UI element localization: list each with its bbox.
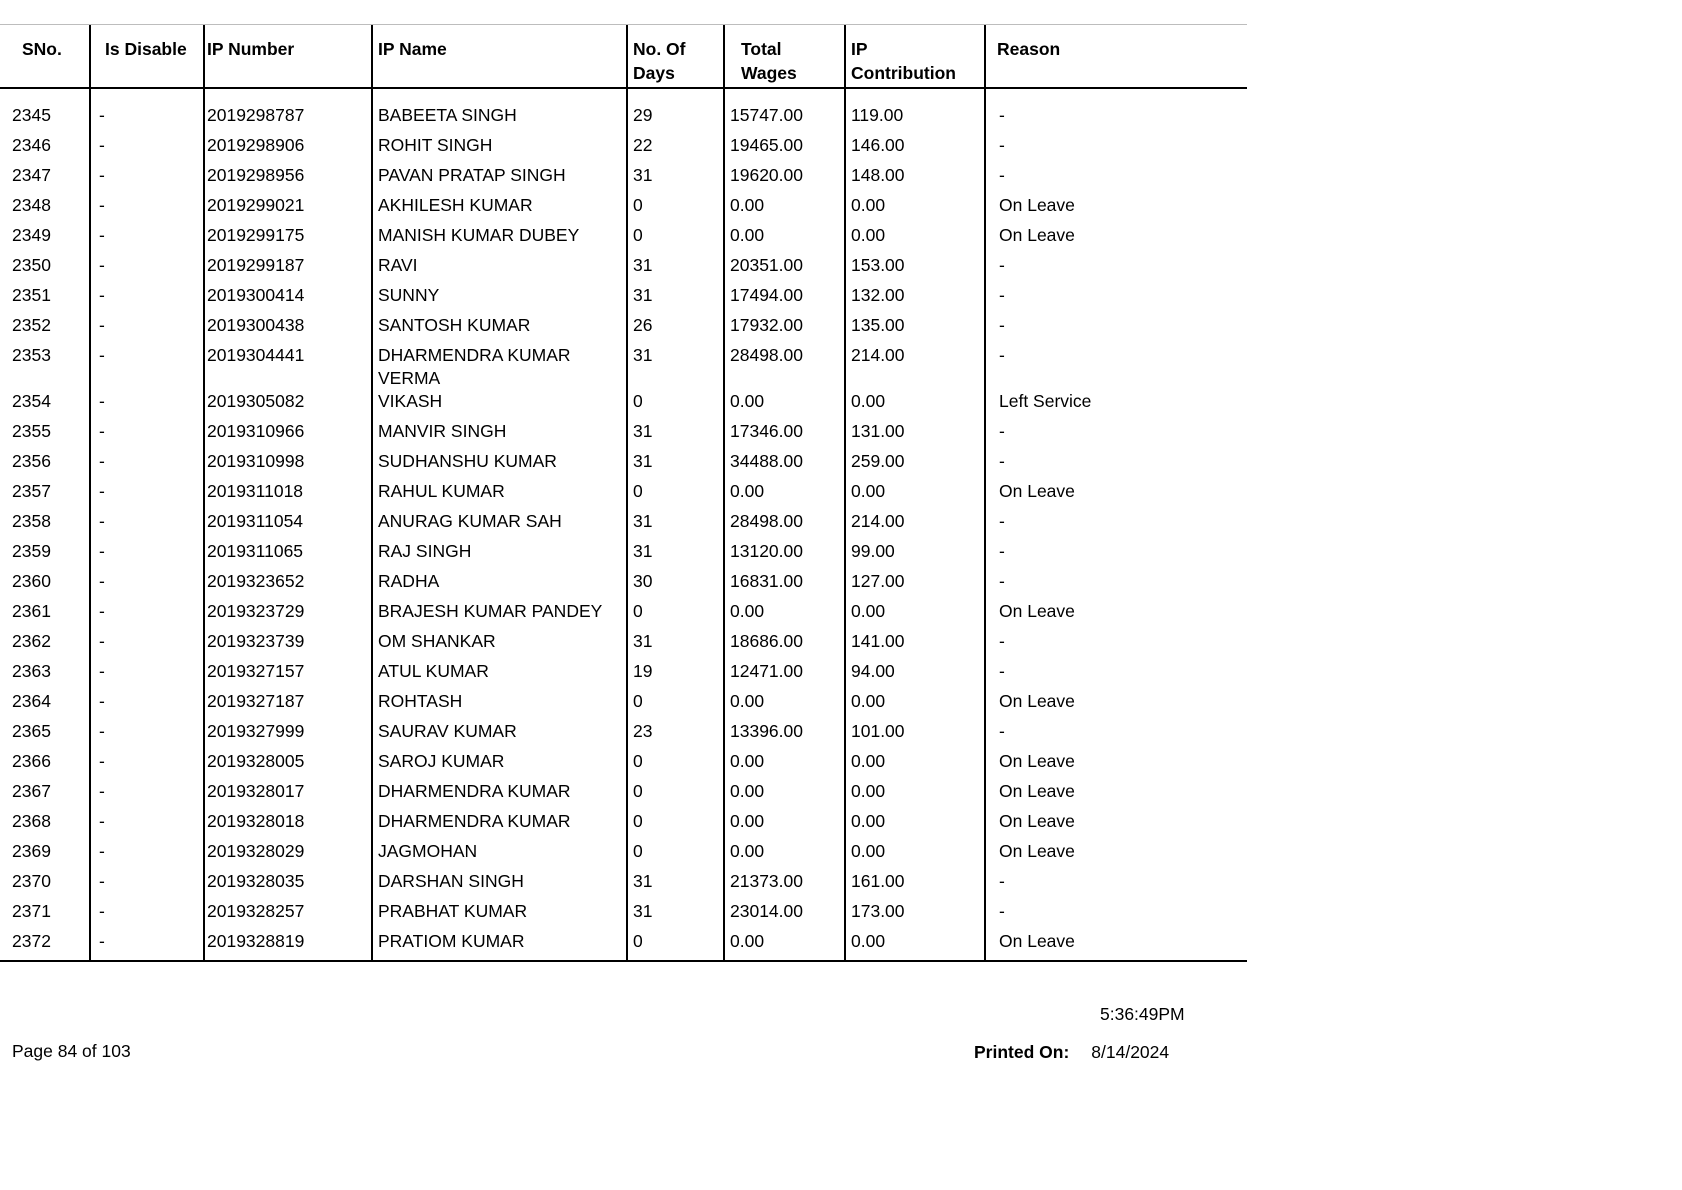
spacer-cell xyxy=(0,88,90,104)
cell-reason: - xyxy=(985,314,1247,344)
cell-is-disable: - xyxy=(90,930,204,961)
cell-is-disable: - xyxy=(90,450,204,480)
cell-ip-contribution: 0.00 xyxy=(845,480,985,510)
cell-ip-contribution: 94.00 xyxy=(845,660,985,690)
cell-ip-name: JAGMOHAN xyxy=(372,840,627,870)
cell-ip-number: 2019311054 xyxy=(204,510,372,540)
cell-ip-name: RAHUL KUMAR xyxy=(372,480,627,510)
cell-ip-name: RADHA xyxy=(372,570,627,600)
cell-total-wages: 17494.00 xyxy=(724,284,845,314)
cell-ip-number: 2019328017 xyxy=(204,780,372,810)
cell-sno: 2355 xyxy=(12,421,51,441)
cell-ip-name: DARSHAN SINGH xyxy=(372,870,627,900)
cell-no-of-days: 31 xyxy=(627,630,724,660)
table-body xyxy=(0,88,1247,961)
header-days-line2: Days xyxy=(633,63,675,83)
spacer-cell xyxy=(90,88,204,104)
cell-total-wages: 0.00 xyxy=(724,930,845,961)
cell-is-disable: - xyxy=(90,134,204,164)
cell-ip-name: RAVI xyxy=(372,254,627,284)
cell-ip-number: 2019298956 xyxy=(204,164,372,194)
table-row xyxy=(0,314,1247,344)
header-sno: SNo. xyxy=(0,25,90,88)
cell-ip-contribution: 99.00 xyxy=(845,540,985,570)
spacer-cell xyxy=(627,88,724,104)
cell-is-disable: - xyxy=(90,254,204,284)
cell-no-of-days: 31 xyxy=(627,254,724,284)
cell-ip-contribution: 0.00 xyxy=(845,224,985,254)
cell-ip-contribution: 101.00 xyxy=(845,720,985,750)
cell-ip-name: ANURAG KUMAR SAH xyxy=(372,510,627,540)
cell-ip-contribution: 148.00 xyxy=(845,164,985,194)
cell-no-of-days: 0 xyxy=(627,690,724,720)
cell-ip-name: SANTOSH KUMAR xyxy=(372,314,627,344)
cell-ip-contribution: 127.00 xyxy=(845,570,985,600)
cell-ip-number: 2019298787 xyxy=(204,104,372,134)
cell-ip-contribution: 259.00 xyxy=(845,450,985,480)
table-row xyxy=(0,224,1247,254)
cell-ip-contribution: 161.00 xyxy=(845,870,985,900)
cell-is-disable: - xyxy=(90,510,204,540)
cell-no-of-days: 0 xyxy=(627,780,724,810)
cell-reason: - xyxy=(985,540,1247,570)
cell-is-disable: - xyxy=(90,194,204,224)
cell-no-of-days: 30 xyxy=(627,570,724,600)
table-row xyxy=(0,570,1247,600)
cell-sno: 2366 xyxy=(12,751,51,771)
header-ip-number: IP Number xyxy=(204,25,372,88)
cell-ip-name: SAROJ KUMAR xyxy=(372,750,627,780)
cell-sno: 2365 xyxy=(12,721,51,741)
table-row xyxy=(0,194,1247,224)
cell-reason: - xyxy=(985,570,1247,600)
cell-ip-number: 2019328018 xyxy=(204,810,372,840)
table-row xyxy=(0,450,1247,480)
cell-no-of-days: 31 xyxy=(627,870,724,900)
header-ip-name: IP Name xyxy=(372,25,627,88)
cell-no-of-days: 0 xyxy=(627,194,724,224)
cell-sno: 2356 xyxy=(12,451,51,471)
cell-is-disable: - xyxy=(90,900,204,930)
cell-total-wages: 19620.00 xyxy=(724,164,845,194)
cell-ip-number: 2019323652 xyxy=(204,570,372,600)
cell-is-disable: - xyxy=(90,344,204,390)
cell-total-wages: 17346.00 xyxy=(724,420,845,450)
cell-sno: 2351 xyxy=(12,285,51,305)
cell-total-wages: 28498.00 xyxy=(724,344,845,390)
cell-ip-number: 2019328029 xyxy=(204,840,372,870)
header-no-of-days xyxy=(627,25,724,88)
printed-on-date: 8/14/2024 xyxy=(1091,1042,1170,1062)
cell-ip-number: 2019298906 xyxy=(204,134,372,164)
table-row xyxy=(0,780,1247,810)
cell-ip-contribution: 153.00 xyxy=(845,254,985,284)
cell-no-of-days: 31 xyxy=(627,284,724,314)
cell-no-of-days: 0 xyxy=(627,930,724,961)
table-row xyxy=(0,344,1247,390)
cell-reason: On Leave xyxy=(985,780,1247,810)
header-is-disable: Is Disable xyxy=(90,25,204,88)
cell-is-disable: - xyxy=(90,104,204,134)
cell-ip-name: SAURAV KUMAR xyxy=(372,720,627,750)
cell-reason: - xyxy=(985,510,1247,540)
spacer-cell xyxy=(985,88,1247,104)
cell-reason: - xyxy=(985,104,1247,134)
cell-no-of-days: 0 xyxy=(627,810,724,840)
cell-total-wages: 0.00 xyxy=(724,690,845,720)
cell-reason: - xyxy=(985,660,1247,690)
cell-ip-name: RAJ SINGH xyxy=(372,540,627,570)
cell-reason: On Leave xyxy=(985,600,1247,630)
table-row xyxy=(0,254,1247,284)
cell-ip-contribution: 214.00 xyxy=(845,344,985,390)
cell-no-of-days: 31 xyxy=(627,420,724,450)
table-row xyxy=(0,134,1247,164)
cell-no-of-days: 31 xyxy=(627,540,724,570)
cell-ip-number: 2019327999 xyxy=(204,720,372,750)
table-row xyxy=(0,630,1247,660)
cell-is-disable: - xyxy=(90,420,204,450)
contribution-table xyxy=(0,25,1247,962)
cell-ip-number: 2019328819 xyxy=(204,930,372,961)
cell-no-of-days: 23 xyxy=(627,720,724,750)
cell-ip-name: ATUL KUMAR xyxy=(372,660,627,690)
cell-ip-contribution: 0.00 xyxy=(845,810,985,840)
cell-no-of-days: 0 xyxy=(627,480,724,510)
cell-sno: 2348 xyxy=(12,195,51,215)
table-row xyxy=(0,870,1247,900)
cell-total-wages: 0.00 xyxy=(724,840,845,870)
cell-total-wages: 0.00 xyxy=(724,224,845,254)
cell-ip-number: 2019328035 xyxy=(204,870,372,900)
cell-total-wages: 0.00 xyxy=(724,480,845,510)
cell-is-disable: - xyxy=(90,600,204,630)
header-days-line1: No. Of xyxy=(633,39,686,59)
cell-reason: On Leave xyxy=(985,480,1247,510)
cell-is-disable: - xyxy=(90,780,204,810)
cell-total-wages: 23014.00 xyxy=(724,900,845,930)
cell-is-disable: - xyxy=(90,390,204,420)
table-row xyxy=(0,600,1247,630)
cell-sno: 2358 xyxy=(12,511,51,531)
table-row xyxy=(0,480,1247,510)
cell-is-disable: - xyxy=(90,224,204,254)
cell-total-wages: 34488.00 xyxy=(724,450,845,480)
cell-ip-number: 2019310966 xyxy=(204,420,372,450)
cell-ip-contribution: 0.00 xyxy=(845,780,985,810)
cell-total-wages: 16831.00 xyxy=(724,570,845,600)
cell-no-of-days: 0 xyxy=(627,840,724,870)
cell-reason: - xyxy=(985,630,1247,660)
header-wages-line2: Wages xyxy=(741,63,797,83)
cell-sno: 2346 xyxy=(12,135,51,155)
cell-ip-name: DHARMENDRA KUMAR xyxy=(372,780,627,810)
header-ip-contribution xyxy=(845,25,985,88)
cell-reason: On Leave xyxy=(985,750,1247,780)
table-row xyxy=(0,690,1247,720)
cell-ip-number: 2019300438 xyxy=(204,314,372,344)
cell-ip-contribution: 214.00 xyxy=(845,510,985,540)
cell-total-wages: 19465.00 xyxy=(724,134,845,164)
cell-ip-number: 2019300414 xyxy=(204,284,372,314)
cell-no-of-days: 31 xyxy=(627,510,724,540)
cell-reason: - xyxy=(985,900,1247,930)
cell-is-disable: - xyxy=(90,540,204,570)
cell-reason: - xyxy=(985,284,1247,314)
cell-sno: 2347 xyxy=(12,165,51,185)
cell-no-of-days: 19 xyxy=(627,660,724,690)
cell-ip-contribution: 146.00 xyxy=(845,134,985,164)
cell-reason: On Leave xyxy=(985,690,1247,720)
cell-reason: On Leave xyxy=(985,930,1247,961)
table-row xyxy=(0,540,1247,570)
cell-ip-name: BABEETA SINGH xyxy=(372,104,627,134)
cell-ip-number: 2019328257 xyxy=(204,900,372,930)
cell-reason: - xyxy=(985,164,1247,194)
cell-is-disable: - xyxy=(90,314,204,344)
cell-reason: - xyxy=(985,420,1247,450)
cell-ip-contribution: 0.00 xyxy=(845,930,985,961)
cell-ip-number: 2019310998 xyxy=(204,450,372,480)
cell-sno: 2364 xyxy=(12,691,51,711)
cell-ip-contribution: 0.00 xyxy=(845,600,985,630)
cell-ip-name: DHARMENDRA KUMAR VERMA xyxy=(372,344,627,390)
cell-ip-name: PRATIOM KUMAR xyxy=(372,930,627,961)
cell-ip-number: 2019299021 xyxy=(204,194,372,224)
cell-ip-number: 2019327187 xyxy=(204,690,372,720)
cell-sno: 2372 xyxy=(0,930,90,961)
cell-sno: 2370 xyxy=(12,871,51,891)
cell-is-disable: - xyxy=(90,284,204,314)
cell-ip-name: OM SHANKAR xyxy=(372,630,627,660)
spacer-cell xyxy=(204,88,372,104)
cell-no-of-days: 0 xyxy=(627,390,724,420)
print-time: 5:36:49PM xyxy=(1100,1004,1185,1024)
cell-sno: 2352 xyxy=(12,315,51,335)
cell-sno: 2368 xyxy=(12,811,51,831)
cell-sno: 2359 xyxy=(12,541,51,561)
table-row xyxy=(0,660,1247,690)
cell-ip-number: 2019304441 xyxy=(204,344,372,390)
cell-sno: 2349 xyxy=(12,225,51,245)
cell-total-wages: 13120.00 xyxy=(724,540,845,570)
cell-reason: - xyxy=(985,134,1247,164)
table-row xyxy=(0,720,1247,750)
cell-sno: 2357 xyxy=(12,481,51,501)
table-row xyxy=(0,284,1247,314)
cell-sno: 2362 xyxy=(12,631,51,651)
header-reason: Reason xyxy=(985,25,1247,88)
cell-total-wages: 0.00 xyxy=(724,810,845,840)
cell-ip-contribution: 135.00 xyxy=(845,314,985,344)
header-wages-line1: Total xyxy=(741,39,782,59)
cell-ip-name: AKHILESH KUMAR xyxy=(372,194,627,224)
cell-total-wages: 17932.00 xyxy=(724,314,845,344)
cell-is-disable: - xyxy=(90,840,204,870)
table-row xyxy=(0,164,1247,194)
cell-ip-number: 2019327157 xyxy=(204,660,372,690)
cell-no-of-days: 31 xyxy=(627,344,724,390)
cell-ip-contribution: 0.00 xyxy=(845,390,985,420)
cell-ip-contribution: 141.00 xyxy=(845,630,985,660)
cell-no-of-days: 26 xyxy=(627,314,724,344)
cell-ip-contribution: 0.00 xyxy=(845,750,985,780)
spacer-cell xyxy=(372,88,627,104)
cell-is-disable: - xyxy=(90,630,204,660)
cell-ip-name: PRABHAT KUMAR xyxy=(372,900,627,930)
cell-reason: On Leave xyxy=(985,224,1247,254)
cell-reason: - xyxy=(985,720,1247,750)
table-header xyxy=(0,25,1247,88)
cell-ip-name: BRAJESH KUMAR PANDEY xyxy=(372,600,627,630)
cell-ip-number: 2019323729 xyxy=(204,600,372,630)
cell-reason: - xyxy=(985,870,1247,900)
cell-is-disable: - xyxy=(90,870,204,900)
cell-total-wages: 12471.00 xyxy=(724,660,845,690)
cell-total-wages: 20351.00 xyxy=(724,254,845,284)
cell-ip-contribution: 0.00 xyxy=(845,194,985,224)
cell-ip-name: DHARMENDRA KUMAR xyxy=(372,810,627,840)
header-total-wages xyxy=(724,25,845,88)
cell-no-of-days: 31 xyxy=(627,450,724,480)
cell-ip-contribution: 119.00 xyxy=(845,104,985,134)
cell-total-wages: 0.00 xyxy=(724,600,845,630)
cell-ip-number: 2019311018 xyxy=(204,480,372,510)
cell-ip-name: PAVAN PRATAP SINGH xyxy=(372,164,627,194)
printed-on-label: Printed On: xyxy=(974,1042,1070,1062)
cell-sno: 2361 xyxy=(12,601,51,621)
cell-sno: 2360 xyxy=(12,571,51,591)
cell-ip-name: SUNNY xyxy=(372,284,627,314)
cell-is-disable: - xyxy=(90,750,204,780)
table-row xyxy=(0,390,1247,420)
cell-total-wages: 0.00 xyxy=(724,750,845,780)
cell-reason: - xyxy=(985,450,1247,480)
cell-ip-number: 2019299175 xyxy=(204,224,372,254)
table-row xyxy=(0,750,1247,780)
cell-total-wages: 21373.00 xyxy=(724,870,845,900)
cell-total-wages: 18686.00 xyxy=(724,630,845,660)
cell-ip-number: 2019299187 xyxy=(204,254,372,284)
cell-sno: 2371 xyxy=(12,901,51,921)
spacer-cell xyxy=(845,88,985,104)
cell-no-of-days: 31 xyxy=(627,164,724,194)
cell-total-wages: 0.00 xyxy=(724,390,845,420)
cell-total-wages: 28498.00 xyxy=(724,510,845,540)
cell-sno: 2354 xyxy=(12,391,51,411)
table-spacer-row xyxy=(0,88,1247,104)
cell-sno: 2369 xyxy=(12,841,51,861)
cell-no-of-days: 0 xyxy=(627,600,724,630)
cell-no-of-days: 0 xyxy=(627,750,724,780)
cell-sno: 2367 xyxy=(12,781,51,801)
cell-ip-number: 2019328005 xyxy=(204,750,372,780)
cell-reason: On Leave xyxy=(985,840,1247,870)
cell-no-of-days: 0 xyxy=(627,224,724,254)
cell-is-disable: - xyxy=(90,690,204,720)
cell-ip-contribution: 0.00 xyxy=(845,840,985,870)
cell-ip-name: SUDHANSHU KUMAR xyxy=(372,450,627,480)
cell-is-disable: - xyxy=(90,810,204,840)
table-row xyxy=(0,840,1247,870)
cell-no-of-days: 22 xyxy=(627,134,724,164)
cell-ip-name: MANVIR SINGH xyxy=(372,420,627,450)
table-row xyxy=(0,510,1247,540)
cell-ip-name: ROHIT SINGH xyxy=(372,134,627,164)
cell-is-disable: - xyxy=(90,164,204,194)
cell-ip-number: 2019311065 xyxy=(204,540,372,570)
cell-sno: 2350 xyxy=(12,255,51,275)
cell-ip-name: MANISH KUMAR DUBEY xyxy=(372,224,627,254)
cell-no-of-days: 29 xyxy=(627,104,724,134)
table-row xyxy=(0,930,1247,961)
page-indicator: Page 84 of 103 xyxy=(12,1041,131,1061)
spacer-cell xyxy=(724,88,845,104)
cell-total-wages: 0.00 xyxy=(724,780,845,810)
cell-sno: 2345 xyxy=(12,105,51,125)
cell-ip-number: 2019323739 xyxy=(204,630,372,660)
table-row xyxy=(0,104,1247,134)
table-row xyxy=(0,900,1247,930)
cell-ip-contribution: 131.00 xyxy=(845,420,985,450)
cell-is-disable: - xyxy=(90,660,204,690)
table-row xyxy=(0,420,1247,450)
printed-on xyxy=(974,1042,1169,1063)
cell-total-wages: 0.00 xyxy=(724,194,845,224)
cell-total-wages: 13396.00 xyxy=(724,720,845,750)
cell-sno: 2353 xyxy=(12,345,51,365)
table-row xyxy=(0,810,1247,840)
cell-ip-name: VIKASH xyxy=(372,390,627,420)
cell-is-disable: - xyxy=(90,480,204,510)
contribution-report xyxy=(0,24,1247,962)
cell-reason: Left Service xyxy=(985,390,1247,420)
cell-ip-name: ROHTASH xyxy=(372,690,627,720)
cell-ip-number: 2019305082 xyxy=(204,390,372,420)
cell-is-disable: - xyxy=(90,720,204,750)
cell-is-disable: - xyxy=(90,570,204,600)
cell-reason: - xyxy=(985,344,1247,390)
cell-reason: On Leave xyxy=(985,810,1247,840)
cell-ip-contribution: 132.00 xyxy=(845,284,985,314)
header-contrib-line2: Contribution xyxy=(851,63,956,83)
header-contrib-line1: IP xyxy=(851,39,868,59)
cell-ip-contribution: 173.00 xyxy=(845,900,985,930)
cell-sno: 2363 xyxy=(12,661,51,681)
cell-no-of-days: 31 xyxy=(627,900,724,930)
cell-total-wages: 15747.00 xyxy=(724,104,845,134)
cell-reason: On Leave xyxy=(985,194,1247,224)
cell-reason: - xyxy=(985,254,1247,284)
cell-ip-contribution: 0.00 xyxy=(845,690,985,720)
